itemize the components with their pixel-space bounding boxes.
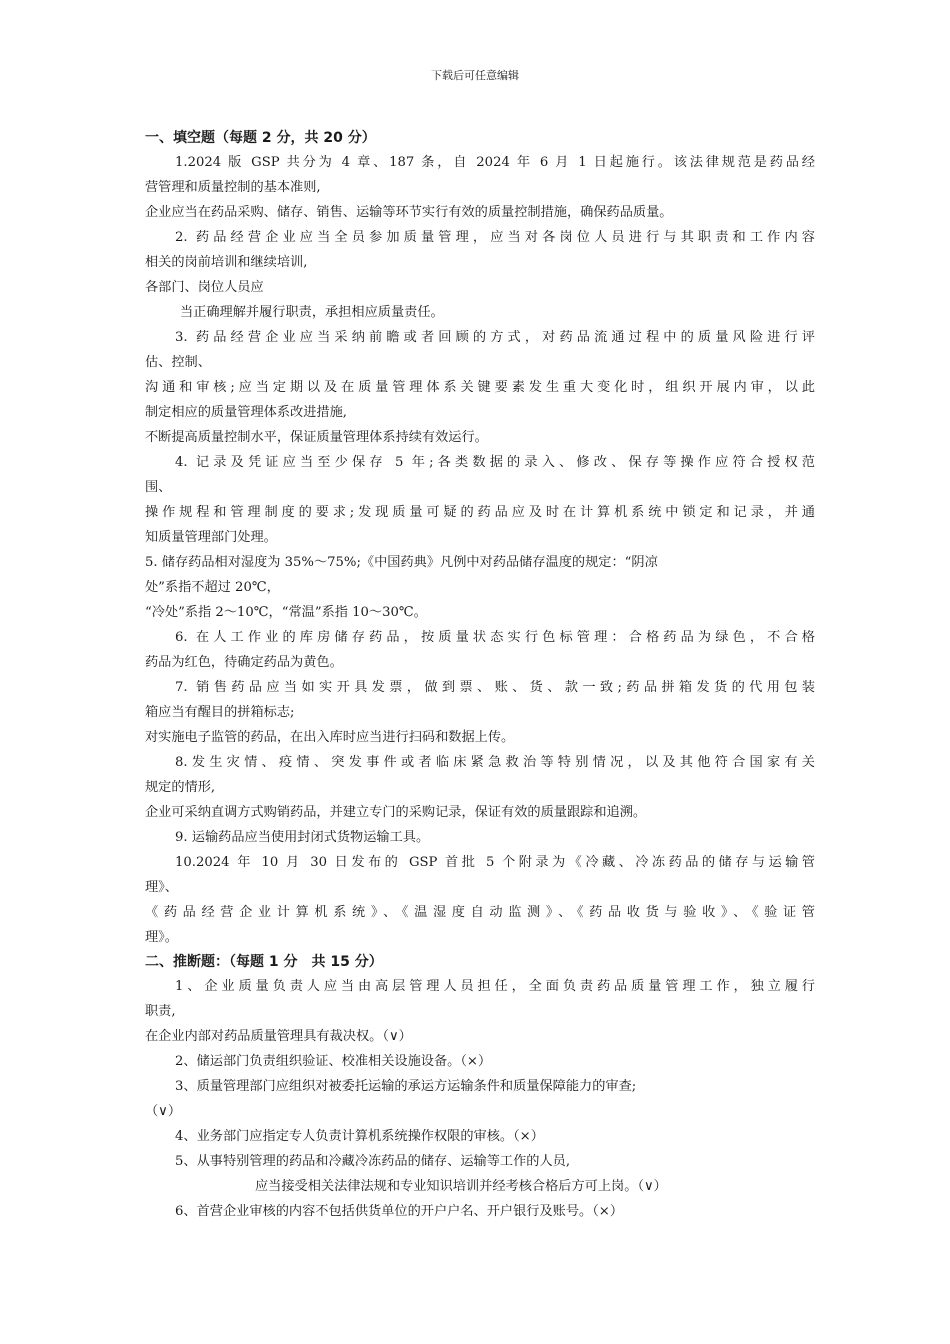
text-line: 理》。 [145,930,178,945]
text-line: 《药品经营企业计算机系统》、《温湿度自动监测》、《药品收货与验收》、《验证管 [145,905,815,920]
document-body [145,126,815,1224]
text-line: 估、控制、 [145,355,211,370]
text-line: 各部门、岗位人员应 [145,280,264,295]
text-line: 营管理和质量控制的基本准则, [145,180,321,195]
text-line: 7. 销售药品应当如实开具发票，做到票、账、货、款一致;药品拼箱发货的代用包装 [175,680,815,695]
text-line: 2. 药品经营企业应当全员参加质量管理，应当对各岗位人员进行与其职责和工作内容 [175,230,815,245]
text-line: 应当接受相关法律法规和专业知识培训并经考核合格后方可上岗。（∨） [255,1179,667,1194]
section-2-title: 二、推断题：（每题 1 分 共 15 分） [145,954,383,970]
text-line: 1.2024 版 GSP 共分为 4 章、187 条，自 2024 年 6 月 1 日起施行。该法律规范是药品经 [175,155,815,170]
section-1-body [145,150,815,950]
text-line: 4、业务部门应指定专人负责计算机系统操作权限的审核。（×） [175,1129,544,1144]
text-line: 沟通和审核;应当定期以及在质量管理体系关键要素发生重大变化时，组织开展内审，以此 [145,380,815,395]
text-line: 知质量管理部门处理。 [145,530,277,545]
text-line: 对实施电子监管的药品，在出入库时应当进行扫码和数据上传。 [145,730,515,745]
text-line: 2、储运部门负责组织验证、校准相关设施设备。（×） [175,1054,492,1069]
text-line: 8.发生灾情、疫情、突发事件或者临床紧急救治等特别情况，以及其他符合国家有关 [175,755,815,770]
text-line: 药品为红色，待确定药品为黄色。 [145,655,343,670]
text-line: 处”系指不超过 20℃， [145,580,280,595]
text-line: 职责, [145,1004,176,1019]
text-line: 9. 运输药品应当使用封闭式货物运输工具。 [175,830,430,845]
text-line: 制定相应的质量管理体系改进措施, [145,405,348,420]
text-line: 相关的岗前培训和继续培训, [145,255,308,270]
text-line: 不断提高质量控制水平，保证质量管理体系持续有效运行。 [145,430,488,445]
text-line: 企业可采纳直调方式购销药品，并建立专门的采购记录，保证有效的质量跟踪和追溯。 [145,805,647,820]
text-line: 3. 药品经营企业应当采纳前瞻或者回顾的方式，对药品流通过程中的质量风险进行评 [175,330,815,345]
text-line: 在企业内部对药品质量管理具有裁决权。（∨） [145,1029,412,1044]
text-line: 3、质量管理部门应组织对被委托运输的承运方运输条件和质量保障能力的审查; [175,1079,637,1094]
text-line: 6. 在人工作业的库房储存药品，按质量状态实行色标管理：合格药品为绿色，不合格 [175,630,815,645]
text-line: 操作规程和管理制度的要求;发现质量可疑的药品应及时在计算机系统中锁定和记录，并通 [145,505,815,520]
text-line: 5. 储存药品相对湿度为 35%～75%;《中国药典》凡例中对药品储存温度的规定：“阴凉 [145,555,658,570]
text-line: 企业应当在药品采购、储存、销售、运输等环节实行有效的质量控制措施，确保药品质量。 [145,205,673,220]
section-1-title: 一、填空题（每题 2 分，共 20 分） [145,130,376,146]
text-line: 1、企业质量负责人应当由高层管理人员担任，全面负责药品质量管理工作，独立履行 [175,979,815,994]
text-line: 10.2024 年 10 月 30 日发布的 GSP 首批 5 个附录为《冷藏、冷冻药品的储存与运输管 [175,855,815,870]
text-line: 6、首营企业审核的内容不包括供货单位的开户户名、开户银行及账号。（×） [175,1204,624,1219]
page-header: 下载后可任意编辑 [431,69,519,82]
text-line: “冷处”系指 2～10℃，“常温”系指 10～30℃。 [145,605,427,620]
text-line: 规定的情形, [145,780,216,795]
text-line: （∨） [145,1104,182,1119]
text-line: 理》、 [145,880,178,895]
text-line: 围、 [145,480,172,495]
text-line: 5、从事特别管理的药品和冷藏冷冻药品的储存、运输等工作的人员, [175,1154,571,1169]
text-line: 箱应当有醒目的拼箱标志; [145,705,295,720]
text-line: 当正确理解并履行职责，承担相应质量责任。 [180,305,444,320]
section-2-body [145,974,815,1224]
text-line: 4. 记录及凭证应当至少保存 5 年;各类数据的录入、修改、保存等操作应符合授权范 [175,455,815,470]
